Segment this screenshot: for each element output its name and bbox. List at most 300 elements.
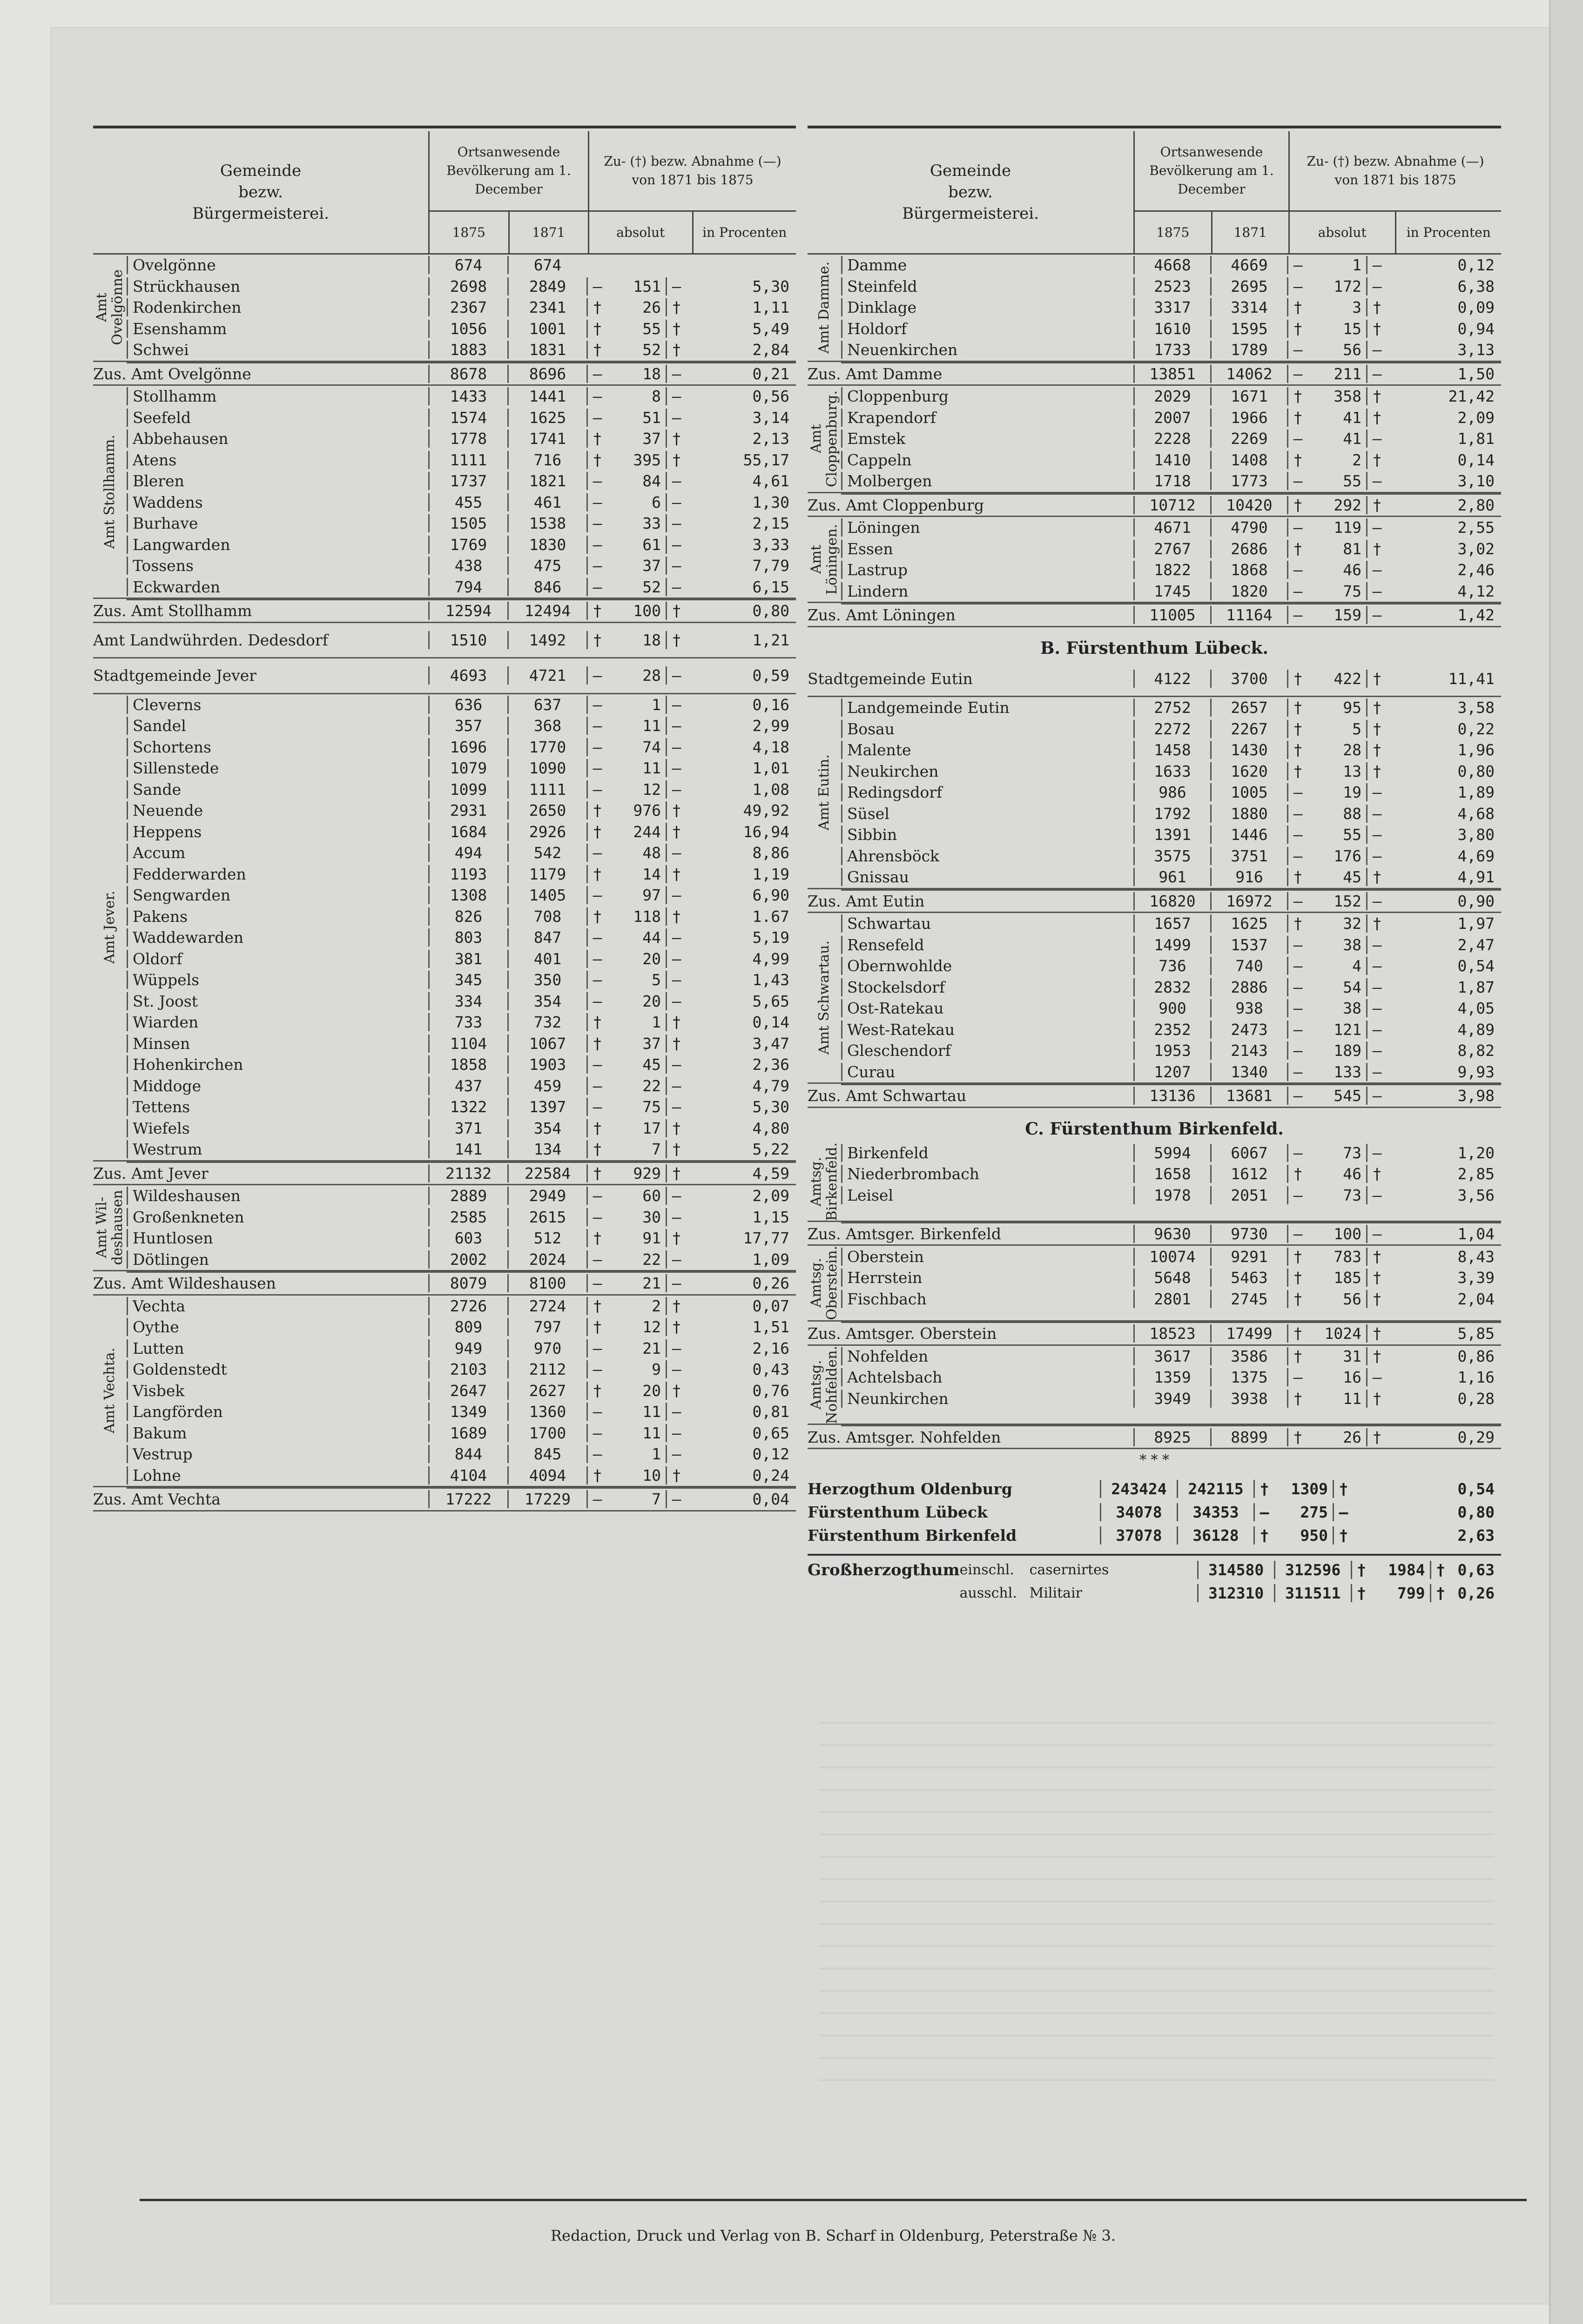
change-percent: 3,58	[1457, 699, 1495, 717]
change-percent: 5,22	[752, 1140, 789, 1159]
change-percent: 3,56	[1457, 1186, 1495, 1204]
change-percent: 0,80	[1457, 1503, 1495, 1522]
municipality-name: Redingsdorf	[841, 783, 1133, 801]
change-sign: —	[1287, 1368, 1307, 1386]
grand-duchy-values	[1197, 1558, 1501, 1605]
change-sign: —	[1287, 826, 1307, 844]
change-absolute: 11	[642, 717, 661, 735]
change-sign: —	[586, 365, 607, 383]
change-sign: —	[586, 1077, 607, 1095]
table-row	[127, 1423, 796, 1444]
table-row	[127, 1401, 796, 1423]
population-1875: 1684	[428, 823, 507, 841]
change-percent: 2,63	[1457, 1526, 1495, 1545]
percent-sign: —	[666, 1424, 686, 1442]
population-1871: 4094	[507, 1466, 586, 1484]
percent-sign: —	[1366, 999, 1387, 1017]
percent-sign: †	[1366, 762, 1387, 780]
municipality-name: Zus. Amt Stollhamm	[93, 602, 252, 620]
percent-sign: —	[1366, 957, 1387, 975]
municipality-name: Lutten	[127, 1339, 428, 1357]
change-sign: †	[1287, 1324, 1307, 1343]
change-percent: 8,43	[1457, 1247, 1495, 1266]
percent-sign: †	[1366, 409, 1387, 427]
percent-sign: †	[1366, 914, 1387, 933]
table-row	[841, 1185, 1501, 1206]
change-percent: 0,16	[752, 695, 789, 714]
change-sign: †	[1287, 320, 1307, 338]
change-percent: 0,28	[1457, 1389, 1495, 1408]
change-absolute: 60	[642, 1187, 661, 1205]
population-1871: 354	[507, 1119, 586, 1137]
change-absolute: 41	[1343, 408, 1361, 427]
population-1871: 11164	[1210, 606, 1287, 624]
municipality-name: Gnissau	[841, 868, 1133, 886]
change-sign: —	[586, 1339, 607, 1357]
population-1875: 1858	[428, 1055, 507, 1074]
table-row	[127, 821, 796, 843]
table-row	[841, 803, 1501, 825]
percent-sign: —	[666, 971, 686, 989]
table-row	[841, 1061, 1501, 1083]
population-1875: 2523	[1133, 277, 1210, 296]
population-1875: 961	[1133, 868, 1210, 886]
population-1875: 1822	[1133, 561, 1210, 579]
change-absolute: 75	[1343, 582, 1361, 600]
change-sign: —	[1287, 783, 1307, 801]
change-sign: †	[586, 1466, 607, 1484]
table-row	[841, 824, 1501, 846]
percent-sign: —	[1366, 826, 1387, 844]
table-header	[808, 131, 1501, 255]
municipality-name: Zus. Amtsger. Nohfelden	[808, 1428, 1001, 1446]
municipality-name: Vechta	[127, 1297, 428, 1315]
header-population	[430, 131, 589, 253]
municipality-name: Wiarden	[127, 1013, 428, 1031]
population-1875: 2889	[428, 1187, 507, 1205]
table-row	[841, 913, 1501, 934]
municipality-name: Obernwohlde	[841, 957, 1133, 975]
population-1871: 2341	[507, 298, 586, 316]
table-row	[841, 386, 1501, 407]
change-sign: —	[586, 780, 607, 799]
summary-row	[808, 1524, 1501, 1547]
population-1875: 900	[1133, 999, 1210, 1017]
percent-sign: †	[666, 1318, 686, 1336]
municipality-name: Stadtgemeinde Jever	[93, 666, 257, 685]
change-absolute: 118	[633, 907, 661, 926]
municipality-name: Visbek	[127, 1382, 428, 1400]
change-percent: 4,91	[1457, 868, 1495, 887]
change-sign: —	[1287, 1225, 1307, 1243]
change-percent: 16,94	[743, 822, 789, 841]
change-sign: —	[586, 557, 607, 575]
change-percent: 1,11	[752, 298, 789, 317]
municipality-name: Krapendorf	[841, 409, 1133, 427]
population-1875: 2103	[428, 1360, 507, 1378]
change-absolute: 976	[633, 801, 661, 820]
single-entry	[808, 662, 1501, 698]
district-rows	[127, 386, 796, 598]
change-absolute: 10	[642, 1466, 661, 1484]
percent-sign: —	[1366, 1041, 1387, 1060]
change-absolute: 9	[652, 1360, 661, 1379]
table-row	[841, 846, 1501, 867]
population-1875: 736	[1133, 957, 1210, 975]
population-1871: 1441	[507, 387, 586, 405]
table-row	[127, 1228, 796, 1249]
change-sign: †	[1287, 1347, 1307, 1365]
population-1871: 2849	[507, 277, 586, 296]
percent-sign: —	[666, 1250, 686, 1269]
population-1875: 8925	[1133, 1428, 1210, 1446]
change-percent: 6,38	[1457, 277, 1495, 296]
population-1871: 1773	[1210, 472, 1287, 490]
change-absolute: 56	[1343, 341, 1361, 359]
population-1875: 2752	[1133, 699, 1210, 717]
population-1875: 381	[428, 950, 507, 968]
change-sign: —	[1287, 277, 1307, 296]
change-absolute: 20	[642, 992, 661, 1010]
table-row	[127, 1359, 796, 1380]
percent-sign: †	[666, 602, 686, 620]
district-total	[808, 1425, 1501, 1449]
single-entry	[93, 658, 796, 694]
percent-sign: †	[1366, 868, 1387, 886]
change-absolute: 55	[642, 319, 661, 338]
municipality-name: Tettens	[127, 1098, 428, 1116]
change-percent: 4,18	[752, 738, 789, 756]
population-1875: 334	[428, 992, 507, 1010]
population-1875: 1193	[428, 865, 507, 883]
population-1871: 1880	[1210, 805, 1287, 823]
percent-sign: —	[1366, 783, 1387, 801]
change-absolute: 73	[1343, 1143, 1361, 1162]
table-row	[127, 577, 796, 598]
change-percent: 1,21	[752, 631, 789, 649]
table-row	[127, 1096, 796, 1118]
population-1871: 1005	[1210, 783, 1287, 801]
change-absolute: 1	[652, 695, 661, 714]
change-absolute: 95	[1343, 699, 1361, 717]
district-block	[808, 913, 1501, 1084]
population-1875: 1657	[1133, 914, 1210, 933]
change-percent: 1,09	[752, 1250, 789, 1269]
grand-duchy-block	[808, 1554, 1501, 1605]
percent-sign: —	[1366, 978, 1387, 996]
header-years	[430, 212, 588, 253]
population-1875: 1056	[428, 320, 507, 338]
table-row	[127, 864, 796, 885]
population-1875: 4671	[1133, 518, 1210, 537]
change-sign: —	[586, 738, 607, 756]
table-row	[841, 255, 1501, 276]
change-sign: —	[586, 1208, 607, 1226]
municipality-name: Zus. Amt Jever	[93, 1164, 209, 1182]
population-1871: 2724	[507, 1297, 586, 1315]
header-municipality-line: Bürgermeisterei.	[192, 204, 329, 223]
district-label-text: Amt Wil- deshausen	[94, 1190, 126, 1265]
total-row	[93, 599, 796, 622]
change-percent: 21,42	[1448, 387, 1495, 406]
table-row	[127, 906, 796, 927]
change-percent: 0,04	[752, 1490, 789, 1509]
population-1871: 4790	[1210, 518, 1287, 537]
population-1871: 22584	[507, 1164, 586, 1182]
percent-sign: —	[666, 578, 686, 596]
percent-sign: †	[666, 865, 686, 883]
change-percent: 4,59	[752, 1164, 789, 1182]
percent-sign: —	[1333, 1503, 1353, 1521]
summary-row	[808, 1501, 1501, 1524]
change-absolute: 51	[642, 408, 661, 427]
change-sign: —	[1287, 1063, 1307, 1081]
population-1875: 357	[428, 717, 507, 735]
total-row	[808, 1222, 1501, 1245]
population-1875: 243424	[1100, 1480, 1177, 1498]
change-percent: 55,17	[743, 450, 789, 469]
change-sign: —	[1287, 936, 1307, 954]
change-percent: 5,85	[1457, 1324, 1495, 1343]
population-1875: 3317	[1133, 298, 1210, 316]
change-absolute: 54	[1343, 978, 1361, 996]
percent-sign: —	[666, 1490, 686, 1508]
population-1871: 1671	[1210, 387, 1287, 405]
percent-sign: —	[666, 1208, 686, 1226]
municipality-name: Schwartau	[841, 914, 1133, 933]
change-absolute: 75	[642, 1098, 661, 1116]
population-1871: 12494	[507, 602, 586, 620]
option-including: einschl.	[959, 1561, 1014, 1578]
municipality-name: Amt Landwührden. Dedesdorf	[93, 631, 328, 649]
population-1871: 1492	[507, 631, 586, 649]
municipality-name: Waddewarden	[127, 928, 428, 947]
page-edge	[1549, 0, 1583, 2324]
change-sign: †	[586, 801, 607, 819]
population-1875: 674	[428, 256, 507, 274]
change-absolute: 152	[1334, 892, 1361, 910]
municipality-name: Lastrup	[841, 561, 1133, 579]
change-absolute: 84	[642, 472, 661, 490]
percent-sign: —	[666, 666, 686, 685]
table-row	[127, 1012, 796, 1033]
change-percent: 4,99	[752, 949, 789, 968]
change-sign: —	[586, 1445, 607, 1463]
percent-sign: †	[1366, 1347, 1387, 1365]
district-rows	[841, 1142, 1501, 1221]
municipality-name: Westrum	[127, 1140, 428, 1158]
municipality-name: Steinfeld	[841, 277, 1133, 296]
population-1875: 2647	[428, 1382, 507, 1400]
percent-sign: —	[1366, 277, 1387, 296]
municipality-name: Sillenstede	[127, 759, 428, 777]
change-sign: —	[586, 387, 607, 405]
change-absolute: 37	[642, 430, 661, 448]
population-1871: 401	[507, 950, 586, 968]
change-percent: 1,43	[752, 971, 789, 989]
population-1871: 2886	[1210, 978, 1287, 996]
change-percent: 1,16	[1457, 1368, 1495, 1387]
population-1875: 4668	[1133, 256, 1210, 274]
municipality-name: Ost-Ratekau	[841, 999, 1133, 1017]
municipality-name: Birkenfeld	[841, 1144, 1133, 1162]
municipality-name: Gleschendorf	[841, 1041, 1133, 1060]
municipality-name: Neuenkirchen	[841, 341, 1133, 359]
change-absolute: 133	[1334, 1062, 1361, 1081]
population-1871: 8100	[507, 1274, 586, 1292]
change-percent: 4,61	[752, 472, 789, 490]
change-sign: —	[1287, 1087, 1307, 1105]
change-percent: 2,16	[752, 1339, 789, 1357]
municipality-name: Niederbrombach	[841, 1165, 1133, 1183]
change-percent: 4,12	[1457, 582, 1495, 600]
change-absolute: 11	[1343, 1389, 1361, 1408]
percent-sign: —	[1366, 341, 1387, 359]
change-absolute: 6	[652, 493, 661, 511]
change-sign: †	[1287, 720, 1307, 738]
table-row	[841, 318, 1501, 340]
table-row	[127, 386, 796, 407]
change-absolute: 37	[642, 1034, 661, 1053]
change-sign: †	[586, 1013, 607, 1031]
percent-sign: —	[1366, 1225, 1387, 1243]
table-row	[127, 318, 796, 340]
change-percent: 0,54	[1457, 957, 1495, 975]
change-absolute: 61	[642, 535, 661, 554]
municipality-name: Essen	[841, 540, 1133, 558]
change-sign: —	[586, 950, 607, 968]
change-absolute: 45	[1343, 868, 1361, 887]
header-absolute: absolut	[1318, 225, 1367, 240]
district-label	[93, 1296, 127, 1486]
district-rows	[841, 1346, 1501, 1424]
municipality-name: Minsen	[127, 1034, 428, 1053]
percent-sign: —	[1366, 1186, 1387, 1204]
change-percent: 3,98	[1457, 1087, 1495, 1105]
change-absolute: 100	[1334, 1225, 1361, 1243]
population-1875: 494	[428, 844, 507, 862]
change-percent: 1,30	[752, 493, 789, 511]
population-1875: 1953	[1133, 1041, 1210, 1060]
change-sign: —	[1287, 561, 1307, 579]
district-label-text: Amt Jever.	[101, 890, 118, 964]
population-1875: 11005	[1133, 606, 1210, 624]
municipality-name: Malente	[841, 741, 1133, 759]
change-absolute: 28	[1343, 741, 1361, 759]
municipality-name: Atens	[127, 451, 428, 469]
district-label	[808, 386, 841, 492]
district-label	[808, 1346, 841, 1424]
change-percent: 2,99	[752, 717, 789, 735]
change-absolute: 7	[652, 1140, 661, 1159]
district-block	[93, 1185, 796, 1271]
change-absolute: 12	[642, 780, 661, 799]
table-row	[127, 758, 796, 779]
table-row	[841, 559, 1501, 581]
percent-sign: †	[1430, 1584, 1450, 1602]
change-sign: —	[586, 1098, 607, 1116]
population-1875: 141	[428, 1140, 507, 1158]
population-1871: 4721	[507, 666, 586, 685]
population-1875: 314580	[1197, 1561, 1274, 1579]
table-row	[841, 1346, 1501, 1367]
district-total	[93, 1162, 796, 1186]
percent-sign: —	[1366, 606, 1387, 624]
change-sign: †	[586, 865, 607, 883]
change-percent: 0,63	[1457, 1561, 1495, 1579]
municipality-name: Strückhausen	[127, 277, 428, 296]
population-1875: 13851	[1133, 365, 1210, 383]
percent-sign: —	[1366, 430, 1387, 448]
change-percent: 3,33	[752, 535, 789, 554]
change-sign: —	[1287, 805, 1307, 823]
percent-sign: —	[666, 1077, 686, 1095]
total-row	[93, 1162, 796, 1184]
change-absolute: 38	[1343, 999, 1361, 1018]
district-rows	[841, 1246, 1501, 1320]
change-percent: 5,49	[752, 319, 789, 338]
change-sign: †	[586, 631, 607, 649]
table-row	[841, 866, 1501, 888]
header-change-title: Zu- (†) bezw. Abnahme (—) von 1871 bis 1875	[1290, 131, 1501, 212]
change-absolute: 28	[642, 666, 661, 685]
population-1875: 4104	[428, 1466, 507, 1484]
percent-sign: —	[666, 1187, 686, 1205]
change-sign: —	[586, 717, 607, 735]
population-1875: 1574	[428, 409, 507, 427]
population-1875: 1745	[1133, 582, 1210, 600]
population-1871: 461	[507, 493, 586, 511]
change-absolute: 13	[1343, 762, 1361, 780]
change-percent: 3,80	[1457, 826, 1495, 844]
population-1875: 1610	[1133, 320, 1210, 338]
population-1875: 1099	[428, 780, 507, 799]
change-sign: —	[586, 1055, 607, 1074]
header-change	[589, 131, 796, 253]
change-percent: 1,15	[752, 1208, 789, 1226]
population-1871: 1830	[507, 536, 586, 554]
change-sign: †	[1287, 451, 1307, 469]
change-sign: —	[586, 666, 607, 685]
table-row	[841, 934, 1501, 956]
change-sign: †	[1287, 1428, 1307, 1446]
summary-row	[808, 1478, 1501, 1501]
table-row	[841, 297, 1501, 318]
population-1871: 3700	[1210, 670, 1287, 688]
change-sign: —	[586, 1360, 607, 1378]
municipality-name: Heppens	[127, 823, 428, 841]
population-1871: 9730	[1210, 1225, 1287, 1243]
header-rule	[808, 126, 1501, 128]
population-1871: 2695	[1210, 277, 1287, 296]
change-percent: 4,80	[752, 1119, 789, 1137]
municipality-name: Nohfelden	[841, 1347, 1133, 1365]
change-absolute: 7	[652, 1490, 661, 1509]
population-1871: 350	[507, 971, 586, 989]
percent-sign: —	[1366, 1063, 1387, 1081]
district-label	[808, 1142, 841, 1221]
change-percent: 0,09	[1457, 298, 1495, 317]
change-sign: —	[586, 992, 607, 1010]
table-row	[127, 339, 796, 361]
municipality-name: Dötlingen	[127, 1250, 428, 1269]
change-percent: 4,05	[1457, 999, 1495, 1018]
right-table	[808, 126, 1501, 1605]
population-1871: 2949	[507, 1187, 586, 1205]
municipality-name: Burhave	[127, 514, 428, 532]
municipality-name: Zus. Amt Ovelgönne	[93, 364, 251, 383]
change-percent: 4,69	[1457, 846, 1495, 865]
